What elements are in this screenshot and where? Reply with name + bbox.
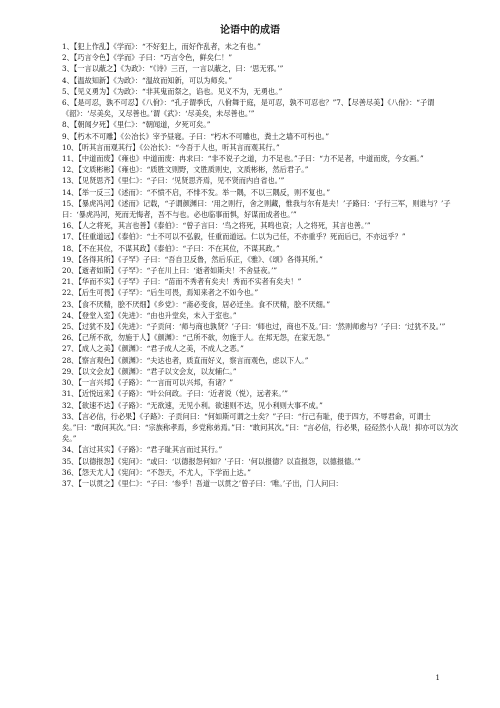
list-item: 3、【一言以蔽之】《为政》：“《诗》三百，一言以蔽之，曰：‘思无邪。’”: [62, 64, 284, 74]
list-item: 27、【成人之美】《颜渊》：“君子成人之美，不成人之恶。”: [62, 344, 244, 354]
list-item: 31、【近悦远来】《子路》：“叶公问政。子曰：‘近者说（悦），远者来。’”: [62, 389, 288, 399]
list-item: 15、【暴虎冯河】《述而》记载，“子谓颜渊曰：‘用之则行，舍之则藏，惟我与尔有是夫！’子路曰：‘子行三军，则谁与？’子曰：‘暴虎冯河，死而无悔者，吾不与也。必也临事而惧，好谋而成者也。’”: [62, 198, 451, 220]
list-item: 36、【怨天尤人】《宪问》：“不怨天，不尤人，下学而上达。”: [62, 467, 251, 477]
list-item: 21、【华而不实】《子罕》子曰：“苗而不秀者有矣夫！秀而不实者有矣夫！”: [62, 277, 302, 287]
list-item: 34、【言过其实】《子路》：“君子耻其言而过其行。”: [62, 445, 223, 455]
list-item: 23、【食不厌精，脍不厌细】《乡党》：“斋必变食，居必迁坐。食不厌精，脍不厌细。”: [62, 299, 331, 309]
list-item: 11、【中道而废】《雍也》中道而废：冉求曰：“非不说子之道，力不足也。”子曰：“力不足者，中道而废，今女画。”: [62, 154, 424, 164]
list-item: 5、【见义勇为】《为政》：“非其鬼而祭之，谄也。见义不为，无勇也。”: [62, 86, 283, 96]
list-item: 14、【举一反三】《述而》：“不愤不启，不悱不发。举一隅，不以三隅反，则不复也。”: [62, 187, 331, 197]
list-item: 30、【一言兴邦】《子路》：“一言而可以兴邦，有诸？”: [62, 378, 234, 388]
list-item: 29、【以文会友】《颜渊》：“君子以文会友，以友辅仁。”: [62, 366, 237, 376]
list-item: 35、【以德报怨】《宪问》：“或曰：‘以德报怨何如？’子曰：‘何以报德？以直报怨，以德报德。’”: [62, 456, 361, 466]
list-item: 22、【后生可畏】《子罕》：“后生可畏，焉知来者之不如今也。”: [62, 288, 259, 298]
list-item: 37、【一以贯之】《里仁》：“子曰：‘参乎！吾道一以贯之’曾子曰：‘唯。’子出，门人问曰：: [62, 478, 343, 488]
list-item: 19、【各得其所】《子罕》子曰：“吾自卫反鲁，然后乐正，《雅》、《颂》各得其所。”: [62, 254, 323, 264]
page-number: 1: [435, 674, 440, 682]
list-item: 18、【不在其位，不谋其政】《泰伯》：“子曰：不在其位，不谋其政。”: [62, 243, 280, 253]
list-item: 6、【是可忍，孰不可忍】《八佾》：“孔子谓季氏，八佾舞于庭，是可忍，孰不可忍也？”7、【尽善尽美】《八佾》：“子谓《韶》：‘尽美矣，又尽善也。’谓《武》：‘尽美矣，未尽善也。’”: [62, 98, 435, 119]
list-item: 2、【巧言令色】《学而》子曰：“巧言令色，鲜矣仁！”: [62, 53, 233, 63]
list-item: 26、【己所不欲，勿施于人】《颜渊》：“己所不欲，勿施于人。在邦无怨，在家无怨。”: [62, 333, 331, 343]
list-item: 24、【登堂入室】《先进》：“由也升堂矣，未入于室也。”: [62, 310, 237, 320]
list-item: 1、【犯上作乱】《学而》：“不好犯上，而好作乱者，未之有也。”: [62, 42, 261, 51]
list-item: 32、【欲速不达】《子路》：“无欲速，无见小利。欲速则不达，见小利则大事不成。”: [62, 400, 323, 410]
list-item: 28、【察言观色】《颜渊》：“夫达也者，质直而好义，察言而观色，虑以下人。”: [62, 355, 309, 365]
list-item: 12、【文质彬彬】《雍也》：“质胜文则野，文胜质则史，文质彬彬，然后君子。”: [62, 165, 309, 175]
list-item: 17、【任重道远】《泰伯》：“士不可以不弘毅，任重而道远。仁以为己任，不亦重乎？死而后已，不亦远乎？”: [62, 232, 406, 242]
list-item: 13、【见贤思齐】《里仁》：“子曰：‘见贤思齐焉，见不贤而内自省也。’”: [62, 176, 285, 186]
list-item: 20、【逝者如斯】《子罕》：“子在川上曰：‘逝者如斯夫！不舍昼夜。’”: [62, 266, 278, 276]
document-title: 论语中的成语: [220, 25, 280, 36]
list-item: 4、【温故知新】《为政》：“温故而知新，可以为师矣。”: [62, 75, 233, 85]
list-item: 10、【听其言而观其行】《公冶长》：“今吾于人也，听其言而观其行。”: [62, 142, 280, 152]
list-item: 9、【朽木不可雕】《公冶长》宰予昼寝。子曰：“朽木不可雕也，粪土之墙不可杇也。”: [62, 131, 330, 141]
list-item: 25、【过犹不及】《先进》：“子贡问：‘师与商也孰贤？’子曰：‘师也过，商也不及。’曰：‘然则师愈与？’子曰：‘过犹不及。’”: [62, 322, 446, 332]
list-item: 8、【朝闻夕死】《里仁》：“朝闻道，夕死可矣。”: [62, 120, 211, 130]
list-item: 16、【人之将死，其言也善】《泰伯》：“曾子言曰：‘鸟之将死，其鸣也哀；人之将死，其言也善。’”: [62, 221, 371, 231]
idiom-list: [62, 41, 462, 489]
list-item: 33、【言必信，行必果】《子路》：子贡问曰：“何如斯可谓之士矣？”子曰：“行己有耻，使于四方，不辱君命，可谓士矣。”曰：“敢问其次。”曰：“宗族称孝焉，乡党称弟焉。”曰：“敢问其次。”曰：“言必信，行必果，硁硁然小人哉！抑亦可以为次矣。”: [62, 411, 458, 444]
